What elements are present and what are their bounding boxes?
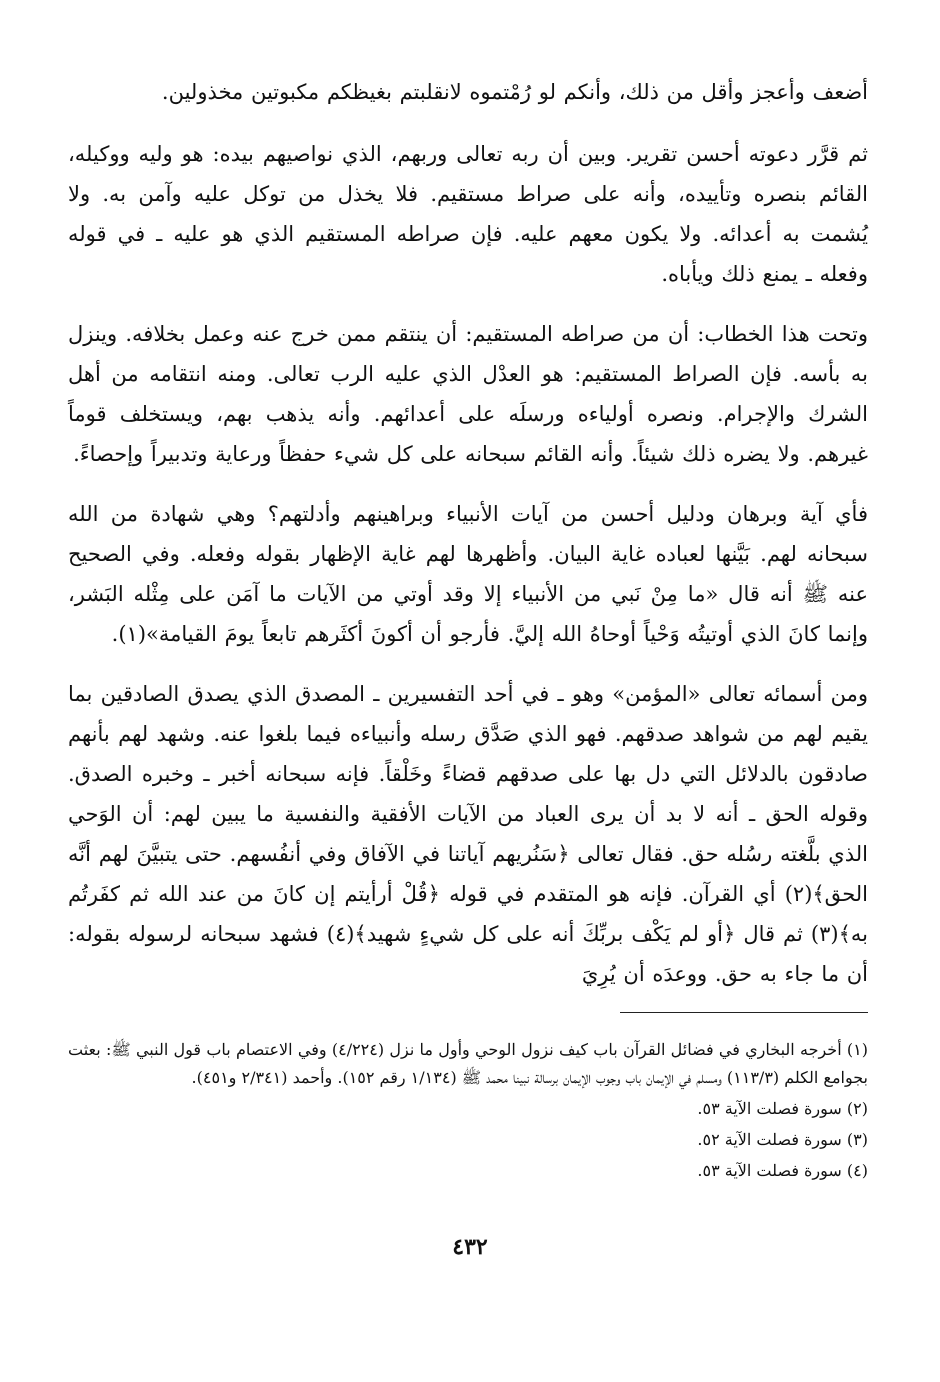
footnotes [68,1036,868,1188]
footnote-separator [620,1012,868,1013]
paragraph-1: أضعف وأعجز وأقل من ذلك، وأنكم لو رُمْتموه لانقلبتم بغيظكم مكبوتين مخذولين. [161,80,868,104]
footnote-1: (١) أخرجه البخاري في فضائل القرآن باب كيف نزول الوحي وأول ما نزل (٤/٢٢٤) وفي الاعتصام باب قول النبي ﷺ: بعثت بجوامع الكلم (١١٣/٣) ومسلم في الإيمان باب وجوب الإيمان برسالة نبينا محمد ﷺ (١/١٣٤ رقم ١٥٢). وأحمد (٢/٣٤١ و٤٥١). [68,1040,868,1087]
paragraph-4: فأي آية وبرهان ودليل أحسن من آيات الأنبياء وبراهينهم وأدلتهم؟ وهي شهادة من الله سبحانه لهم. بَيَّنها لعباده غاية البيان. وأظهرها لهم غاية الإظهار بقوله وفعله. وفي الصحيح عنه ﷺ أنه قال «ما مِنْ نَبي من الأنبياء إلا وقد أوتي من الآيات ما آمَن على مِثْله البَشر، وإنما كانَ الذي أوتيتُه وَحْياً أوحاهُ الله إليَّ. فأرجو أن أكونَ أكثَرهم تابعاً يومَ القيامة»(١). [68,502,868,646]
page-number: ٤٣٢ [452,1234,488,1260]
main-text [68,72,868,1014]
footnote-2: (٢) سورة فصلت الآية ٥٣. [697,1099,868,1118]
paragraph-2: ثم قرَّر دعوته أحسن تقرير. وبين أن ربه تعالى وربهم، الذي نواصيهم بيده: هو وليه ووكيله، القائم بنصره وتأييده، وأنه على صراط مستقيم. فلا يخذل من توكل عليه وآمن به. ولا يُشمت به أعدائه. ولا يكون معهم عليه. فإن صراطه المستقيم الذي هو عليه ـ في قوله وفعله ـ يمنع ذلك ويأباه. [68,142,868,286]
paragraph-5: ومن أسمائه تعالى «المؤمن» وهو ـ في أحد التفسيرين ـ المصدق الذي يصدق الصادقين بما يقيم لهم من شواهد صدقهم. فهو الذي صَدَّق رسله وأنبياءه فيما بلغوا عنه. وشهد لهم بأنهم صادقون بالدلائل التي دل بها على صدقهم قضاءً وخَلْقاً. فإنه سبحانه أخبر ـ وخبره الصدق. وقوله الحق ـ أنه لا بد أن يرى العباد من الآيات الأفقية والنفسية ما يبين لهم: أن الوَحي الذي بلَّغته رسُله حق. فقال تعالى ﴿سَنُريهم آياتنا في الآفاق وفي أنفُسهم. حتى يتبيَّنَ لهم أنَّه الحق﴾(٢) أي القرآن. فإنه هو المتقدم في قوله ﴿قُلْ أرأيتم إن كانَ من عند الله ثم كفَرتُم به﴾(٣) ثم قال ﴿أو لم يَكْف بربِّكَ أنه على كل شيءٍ شهيد﴾(٤) فشهد سبحانه لرسوله بقوله: أن ما جاء به حق. ووعدَه أن يُرِيَ [68,682,868,986]
footnote-4: (٤) سورة فصلت الآية ٥٣. [697,1161,868,1180]
paragraph-3: وتحت هذا الخطاب: أن من صراطه المستقيم: أن ينتقم ممن خرج عنه وعمل بخلافه. وينزل به بأسه. فإن الصراط المستقيم: هو العدْل الذي عليه الرب تعالى. ومنه انتقامه من أهل الشرك والإجرام. ونصره أولياءه ورسلَه على أعدائهم. وأنه يذهب بهم، ويستخلف قوماً غيرهم. ولا يضره ذلك شيئاً. وأنه القائم سبحانه على كل شيء حفظاً ورعاية وتدبيراً وإحصاءً. [68,322,868,466]
footnote-3: (٣) سورة فصلت الآية ٥٢. [697,1130,868,1149]
